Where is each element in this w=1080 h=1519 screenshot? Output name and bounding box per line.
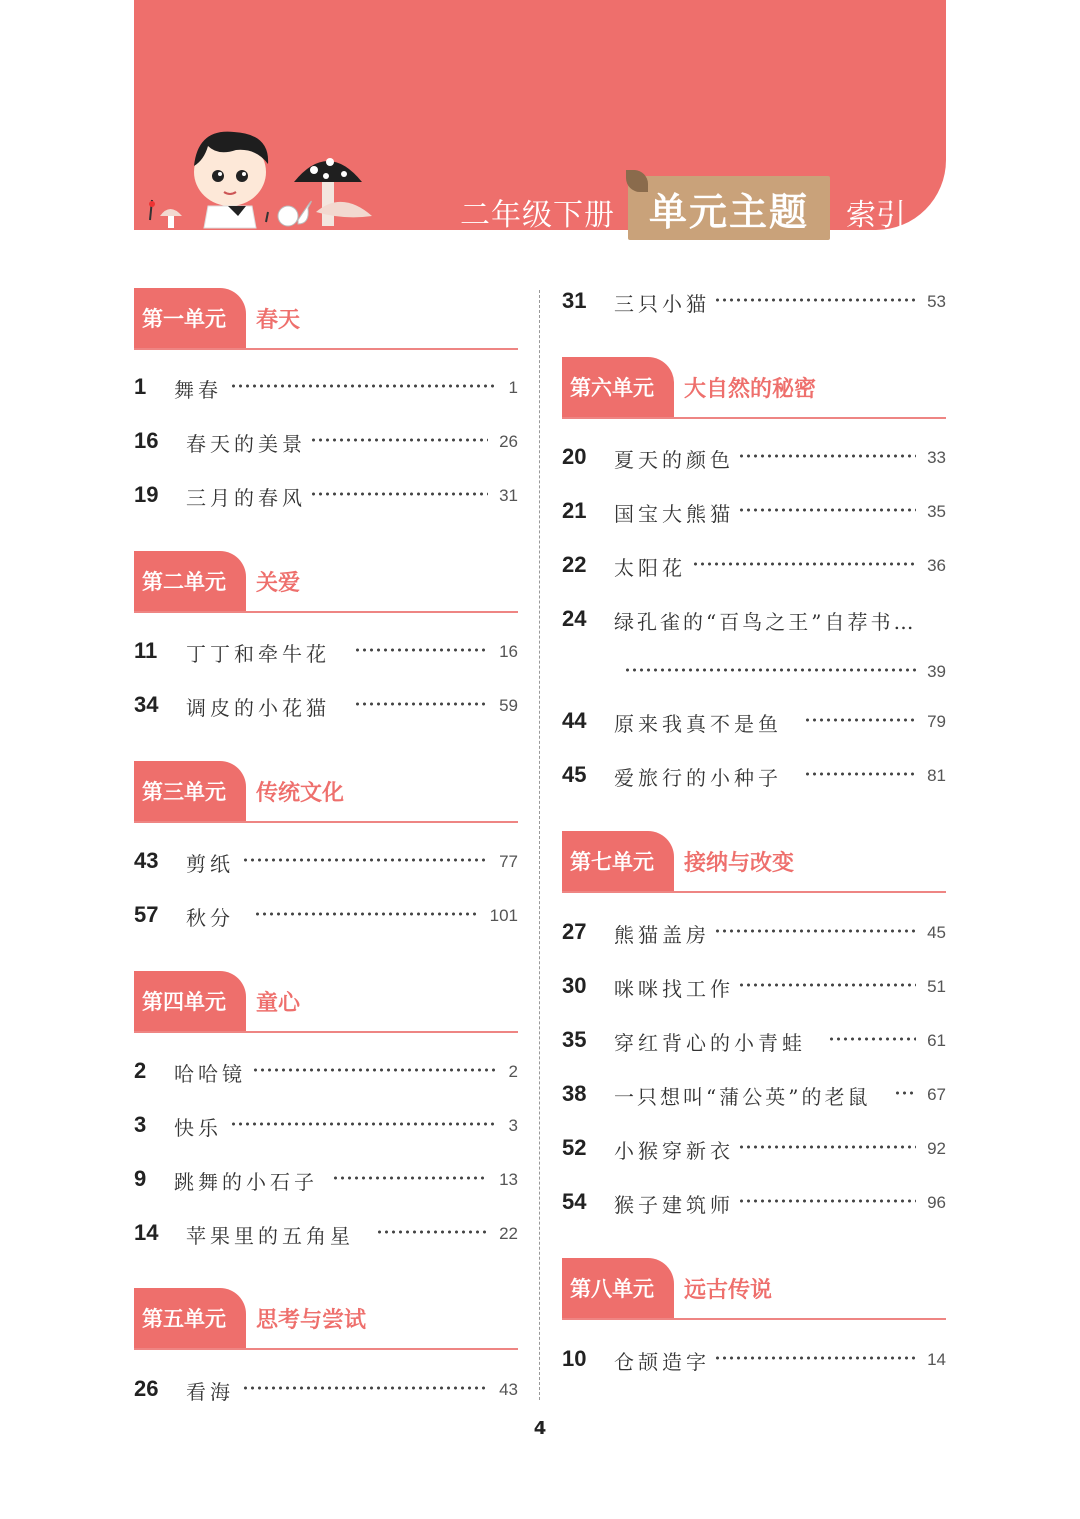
- header-title-highlight: [628, 176, 830, 240]
- leader-dots: [230, 384, 496, 388]
- lesson-title: 春天的美景: [186, 432, 306, 456]
- lesson-page: 92: [927, 1139, 946, 1158]
- unit-header: [562, 831, 946, 893]
- lesson-number: 27: [562, 919, 587, 944]
- lesson-page: 35: [927, 502, 946, 521]
- lesson-number: 24: [562, 606, 587, 631]
- lesson-page: 67: [927, 1085, 946, 1104]
- lesson-row[interactable]: [134, 1166, 518, 1200]
- unit-name: 传统文化: [256, 780, 345, 806]
- lesson-number: 10: [562, 1346, 587, 1371]
- lesson-number: 3: [134, 1112, 147, 1137]
- lesson-number: 43: [134, 848, 159, 873]
- unit-header: [562, 357, 946, 419]
- leader-dots: [254, 912, 478, 916]
- lesson-row[interactable]: [134, 692, 518, 726]
- lesson-number: 52: [562, 1135, 587, 1160]
- lesson-title: 舞春: [174, 378, 222, 402]
- unit-header: [134, 971, 518, 1033]
- unit-name: 春天: [256, 307, 301, 333]
- lesson-row[interactable]: [562, 1135, 946, 1169]
- lesson-row[interactable]: [562, 1081, 946, 1115]
- leader-dots: [376, 1230, 488, 1234]
- lesson-row[interactable]: [134, 902, 518, 936]
- lesson-number: 19: [134, 482, 159, 507]
- lesson-row[interactable]: [134, 374, 518, 408]
- leader-dots: [354, 648, 488, 652]
- lesson-title: 跳舞的小石子: [174, 1170, 318, 1194]
- unit-name: 关爱: [256, 570, 301, 596]
- unit-label: 第三单元: [134, 761, 246, 821]
- lesson-number: 45: [562, 762, 587, 787]
- leader-dots: [738, 454, 916, 458]
- leader-dots: [804, 772, 916, 776]
- lesson-title: 看海: [186, 1380, 234, 1404]
- lesson-row[interactable]: [134, 482, 518, 516]
- column-divider: [539, 290, 540, 1400]
- lesson-title: 咪咪找工作: [614, 977, 734, 1001]
- lesson-page: 22: [499, 1224, 518, 1243]
- unit-label: 第一单元: [134, 288, 246, 348]
- lesson-number: 38: [562, 1081, 587, 1106]
- lesson-title: 哈哈镜: [174, 1062, 246, 1086]
- lesson-title: 快乐: [174, 1116, 222, 1140]
- lesson-row[interactable]: [134, 1112, 518, 1146]
- lesson-title: 夏天的颜色: [614, 448, 734, 472]
- lesson-row[interactable]: [562, 1189, 946, 1223]
- lesson-row[interactable]: [562, 708, 946, 742]
- lesson-page: 3: [508, 1116, 518, 1135]
- leader-dots: [354, 702, 488, 706]
- lesson-title: 三只小猫: [614, 292, 710, 316]
- lesson-number: 57: [134, 902, 159, 927]
- lesson-row[interactable]: [562, 1027, 946, 1061]
- lesson-row[interactable]: [562, 973, 946, 1007]
- unit-name: 童心: [256, 990, 301, 1016]
- leader-dots: [714, 298, 916, 302]
- lesson-title: 苹果里的五角星: [186, 1224, 354, 1248]
- header-title-highlight-text: 单元主题: [648, 189, 809, 234]
- lesson-row[interactable]: [562, 498, 946, 532]
- lesson-row[interactable]: [134, 1376, 518, 1410]
- lesson-page: 1: [508, 378, 518, 397]
- leader-dots: [310, 438, 488, 442]
- leader-dots: [230, 1122, 496, 1126]
- lesson-title: 爱旅行的小种子: [614, 766, 782, 790]
- lesson-number: 14: [134, 1220, 159, 1245]
- lesson-number: 44: [562, 708, 587, 733]
- lesson-page: 16: [499, 642, 518, 661]
- lesson-row[interactable]: [562, 606, 946, 682]
- unit-name: 思考与尝试: [256, 1307, 367, 1333]
- leader-dots: [692, 562, 916, 566]
- lesson-page: 61: [927, 1031, 946, 1050]
- lesson-page: 31: [499, 486, 518, 505]
- lesson-page: 53: [927, 292, 946, 311]
- lesson-row[interactable]: [134, 1220, 518, 1254]
- leader-dots: [714, 1356, 916, 1360]
- lesson-title: 绿孔雀的“百鸟之王”自荐书…: [614, 610, 917, 634]
- lesson-title: 调皮的小花猫: [186, 696, 330, 720]
- lesson-page: 13: [499, 1170, 518, 1189]
- leader-dots: [242, 1386, 488, 1390]
- unit-name: 接纳与改变: [684, 850, 795, 876]
- leader-dots: [894, 1091, 916, 1095]
- lesson-page: 51: [927, 977, 946, 996]
- lesson-page: 96: [927, 1193, 946, 1212]
- lesson-title: 秋分: [186, 906, 234, 930]
- leader-dots: [828, 1037, 916, 1041]
- lesson-number: 22: [562, 552, 587, 577]
- lesson-title: 猴子建筑师: [614, 1193, 734, 1217]
- lesson-page: 2: [508, 1062, 518, 1081]
- lesson-page: 101: [489, 906, 518, 925]
- unit-header: [134, 1288, 518, 1350]
- unit-label: 第二单元: [134, 551, 246, 611]
- lesson-title: 丁丁和牵牛花: [186, 642, 330, 666]
- unit-label: 第五单元: [134, 1288, 246, 1348]
- leader-dots: [738, 508, 916, 512]
- page-number: 4: [533, 1418, 547, 1439]
- header-title-grade: 二年级下册: [460, 198, 615, 233]
- leader-dots: [624, 668, 916, 672]
- lesson-title: 小猴穿新衣: [614, 1139, 734, 1163]
- unit-header: [562, 1258, 946, 1320]
- lesson-row[interactable]: [562, 919, 946, 953]
- leader-dots: [738, 983, 916, 987]
- lesson-title: 仓颉造字: [614, 1350, 710, 1374]
- unit-header: [134, 761, 518, 823]
- lesson-page: 45: [927, 923, 946, 942]
- leader-dots: [804, 718, 916, 722]
- cartoon-illustration: [138, 120, 388, 232]
- lesson-row[interactable]: [562, 288, 946, 322]
- lesson-row[interactable]: [134, 428, 518, 462]
- lesson-title: 剪纸: [186, 852, 234, 876]
- lesson-number: 20: [562, 444, 587, 469]
- unit-name: 大自然的秘密: [684, 376, 817, 402]
- lesson-number: 54: [562, 1189, 587, 1214]
- lesson-page: 14: [927, 1350, 946, 1369]
- leader-dots: [332, 1176, 488, 1180]
- lesson-title: 熊猫盖房: [614, 923, 710, 947]
- lesson-page: 36: [927, 556, 946, 575]
- lesson-number: 9: [134, 1166, 147, 1191]
- lesson-page: 79: [927, 712, 946, 731]
- lesson-title: 原来我真不是鱼: [614, 712, 782, 736]
- unit-label: 第四单元: [134, 971, 246, 1031]
- lesson-number: 21: [562, 498, 587, 523]
- lesson-row[interactable]: [134, 848, 518, 882]
- lesson-row[interactable]: [562, 762, 946, 796]
- unit-header: [134, 551, 518, 613]
- lesson-page: 26: [499, 432, 518, 451]
- lesson-row[interactable]: [134, 638, 518, 672]
- lesson-row[interactable]: [562, 444, 946, 478]
- lesson-number: 30: [562, 973, 587, 998]
- lesson-title: 国宝大熊猫: [614, 502, 734, 526]
- unit-name: 远古传说: [684, 1277, 773, 1303]
- lesson-number: 26: [134, 1376, 159, 1401]
- lesson-number: 16: [134, 428, 159, 453]
- unit-label: 第八单元: [562, 1258, 674, 1318]
- lesson-page: 39: [927, 662, 946, 681]
- leader-dots: [714, 929, 916, 933]
- lesson-page: 81: [927, 766, 946, 785]
- lesson-number: 34: [134, 692, 159, 717]
- unit-header: [134, 288, 518, 350]
- lesson-row[interactable]: [562, 1346, 946, 1380]
- lesson-page: 59: [499, 696, 518, 715]
- leader-dots: [310, 492, 488, 496]
- leader-dots: [242, 858, 488, 862]
- lesson-number: 1: [134, 374, 147, 399]
- lesson-title: 一只想叫“蒲公英”的老鼠: [614, 1085, 871, 1109]
- unit-label: 第七单元: [562, 831, 674, 891]
- lesson-title: 穿红背心的小青蛙: [614, 1031, 806, 1055]
- leader-dots: [738, 1145, 916, 1149]
- lesson-number: 35: [562, 1027, 587, 1052]
- lesson-number: 31: [562, 288, 587, 313]
- lesson-title: 三月的春风: [186, 486, 306, 510]
- lesson-row[interactable]: [562, 552, 946, 586]
- lesson-page: 43: [499, 1380, 518, 1399]
- header-title-index: 索引: [846, 198, 906, 233]
- lesson-page: 77: [499, 852, 518, 871]
- lesson-number: 2: [134, 1058, 147, 1083]
- lesson-page: 33: [927, 448, 946, 467]
- leader-dots: [252, 1068, 496, 1072]
- lesson-row[interactable]: [134, 1058, 518, 1092]
- leader-dots: [738, 1199, 916, 1203]
- lesson-title: 太阳花: [614, 556, 686, 580]
- unit-label: 第六单元: [562, 357, 674, 417]
- lesson-number: 11: [134, 638, 158, 663]
